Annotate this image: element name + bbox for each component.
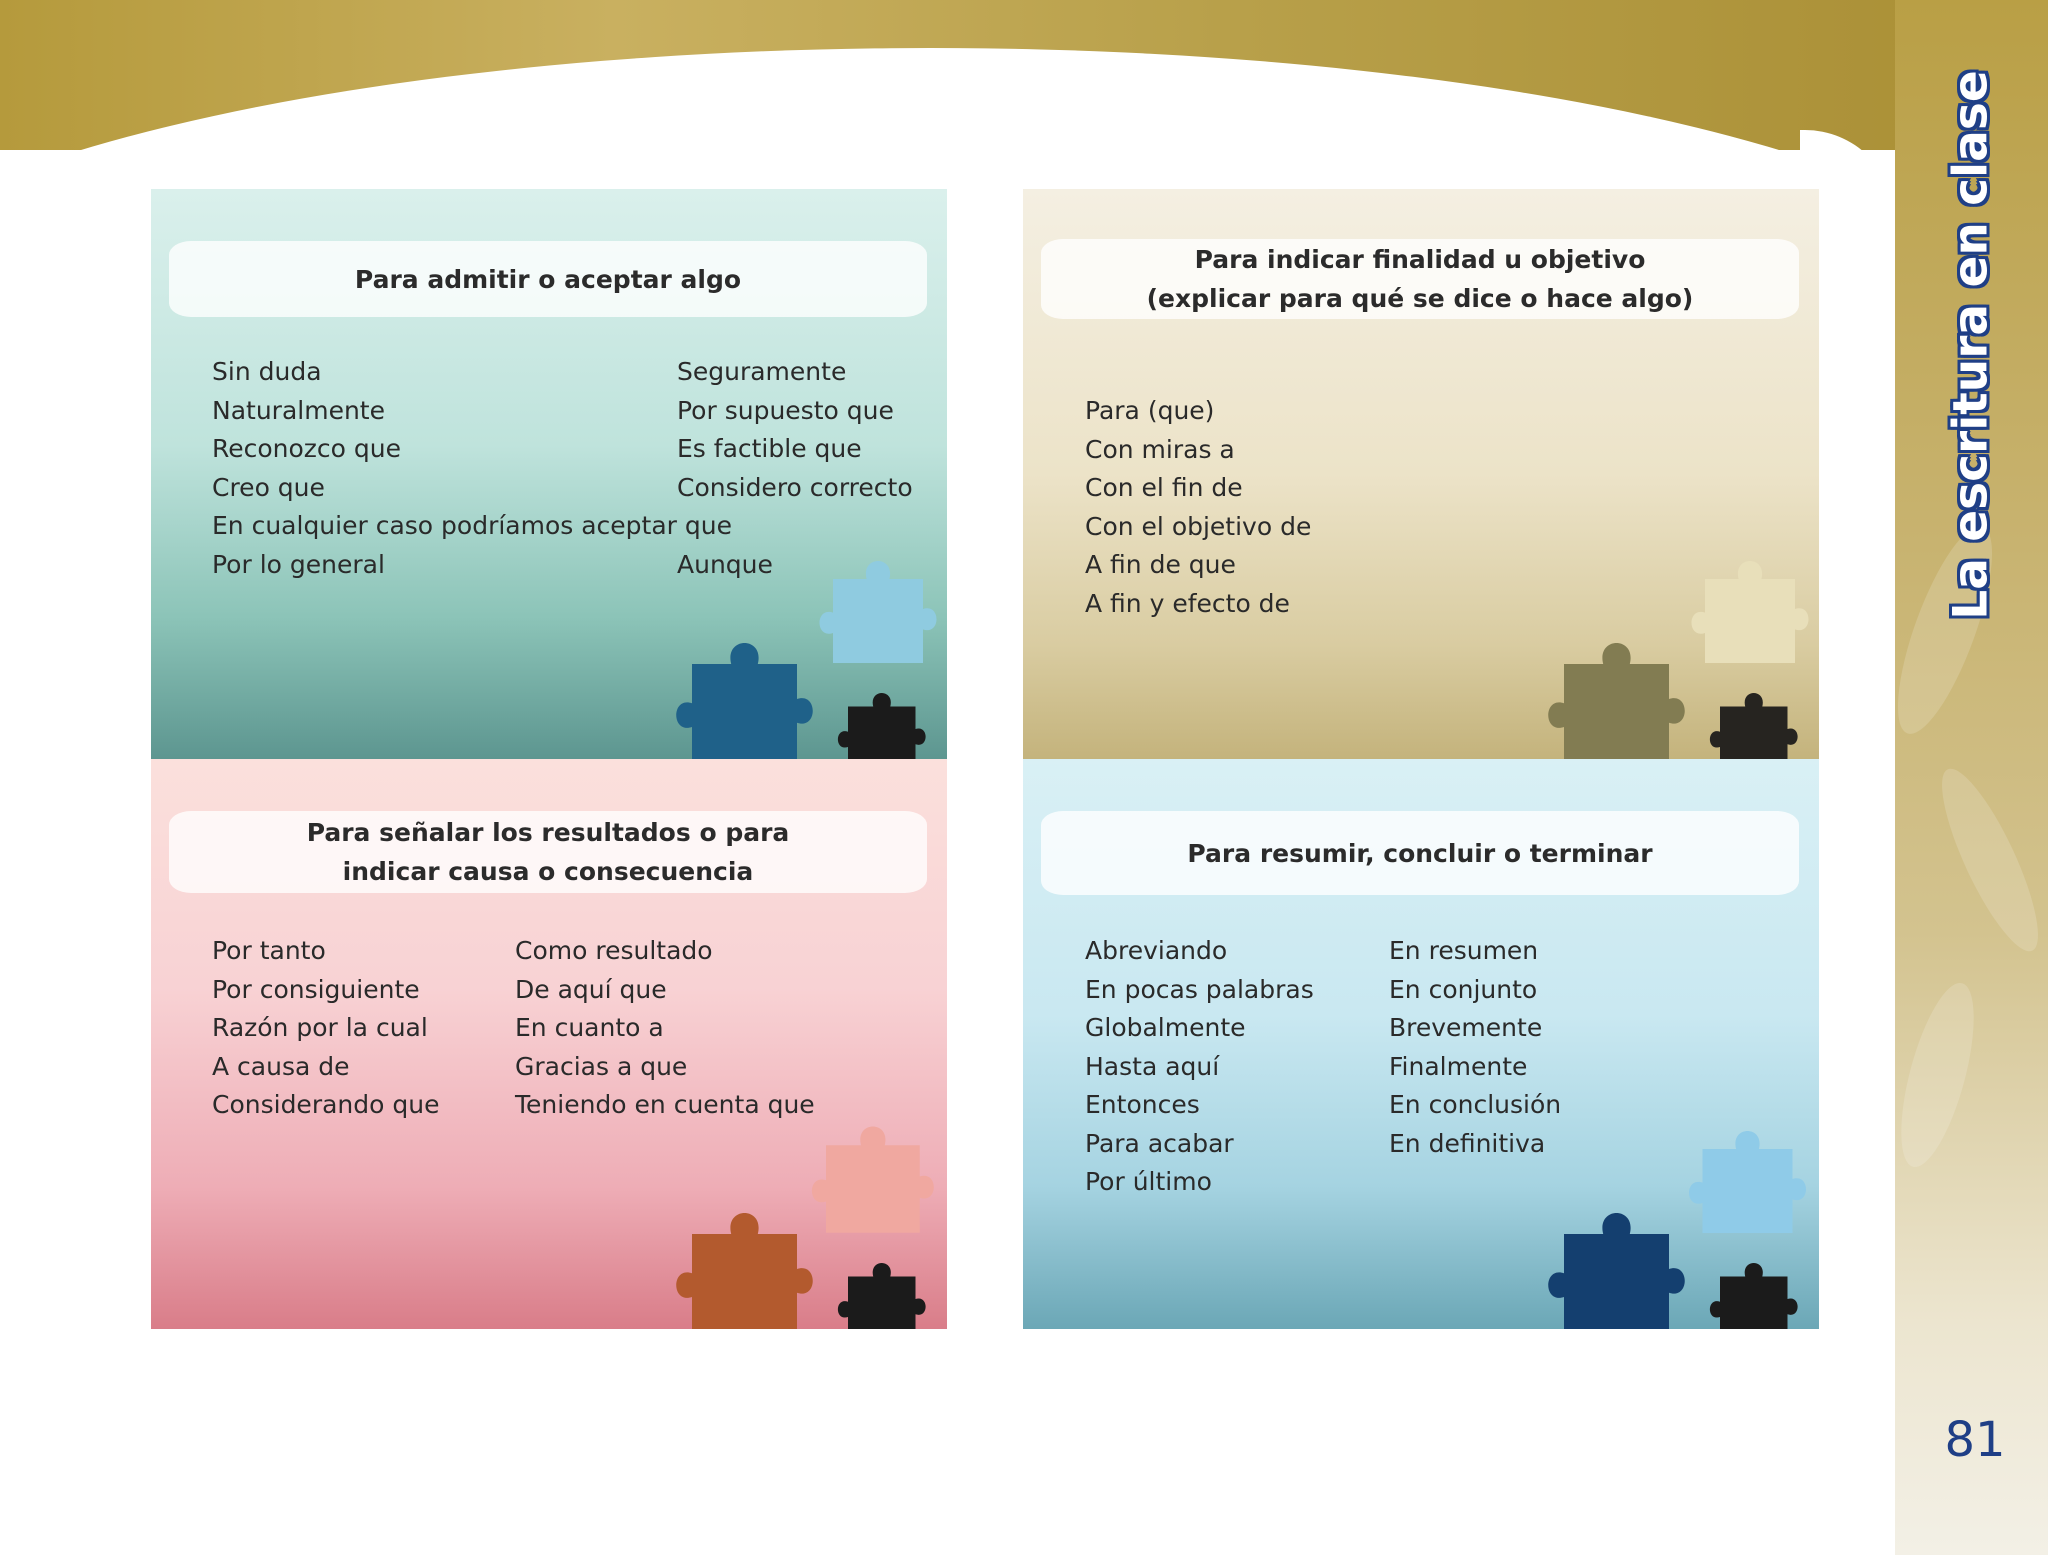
connector-item: Por último xyxy=(1085,1167,1212,1196)
connector-item: De aquí que xyxy=(515,974,667,1004)
card-title-banner xyxy=(1041,239,1799,319)
connector-item: Gracias a que xyxy=(515,1051,688,1081)
connector-list-left xyxy=(1085,932,1314,1202)
card-title-line: indicar causa o consecuencia xyxy=(342,857,754,886)
connector-item: En pocas palabras xyxy=(1085,974,1314,1004)
connector-list-right xyxy=(1389,932,1561,1163)
connector-item: En cualquier caso podríamos aceptar que xyxy=(212,511,732,540)
connector-list-left xyxy=(1085,392,1311,623)
card-finalidad xyxy=(1023,189,1819,759)
connector-item: Seguramente xyxy=(677,357,847,386)
connector-item: Considerando que xyxy=(212,1090,440,1119)
puzzle-piece-icon xyxy=(1535,629,1705,759)
connector-item: Entonces xyxy=(1085,1090,1200,1119)
connector-item: Razón por la cual xyxy=(212,1013,428,1042)
card-title-line: Para señalar los resultados o para xyxy=(306,818,790,847)
connector-item: Por tanto xyxy=(212,936,326,965)
card-title-line: Para admitir o aceptar algo xyxy=(354,264,742,294)
side-title-text: La escritura en clase xyxy=(1943,70,1999,620)
puzzle-piece-icon xyxy=(1691,1254,1819,1329)
connector-item: A causa de xyxy=(212,1051,350,1081)
card-title-banner xyxy=(169,811,927,893)
leaf-decoration xyxy=(1925,759,2048,961)
connector-list-left xyxy=(212,353,732,584)
connector-item: En definitiva xyxy=(1389,1128,1546,1158)
leaf-decoration xyxy=(1886,976,1988,1174)
connector-item: Brevemente xyxy=(1389,1013,1543,1042)
connector-item: Sin duda xyxy=(212,357,322,386)
connector-item: En resumen xyxy=(1389,936,1539,965)
card-resultados xyxy=(151,759,947,1329)
connector-item: Para (que) xyxy=(1085,396,1215,425)
puzzle-piece-icon xyxy=(663,1199,833,1329)
connector-list-right xyxy=(515,932,815,1125)
card-title-banner xyxy=(1041,811,1799,895)
connector-item: Por consiguiente xyxy=(212,974,420,1004)
connector-item: Por supuesto que xyxy=(677,395,894,425)
puzzle-piece-icon xyxy=(819,1254,947,1329)
connector-item xyxy=(677,507,913,546)
connector-item: Es factible que xyxy=(677,434,862,463)
connector-item: Globalmente xyxy=(1085,1013,1246,1042)
card-title-line: Para resumir, concluir o terminar xyxy=(1187,838,1653,868)
connector-item: Como resultado xyxy=(515,936,713,965)
connector-item: En conclusión xyxy=(1389,1090,1562,1119)
page-number: 81 xyxy=(1944,1412,2006,1468)
puzzle-piece-icon xyxy=(663,629,833,759)
connector-item: Para acabar xyxy=(1085,1128,1234,1158)
card-resumir xyxy=(1023,759,1819,1329)
puzzle-piece-icon xyxy=(1691,684,1819,759)
card-admitir xyxy=(151,189,947,759)
connector-item: Reconozco que xyxy=(212,434,402,463)
connector-item: Considero correcto xyxy=(677,472,913,502)
puzzle-piece-icon xyxy=(819,684,947,759)
connector-item: En conjunto xyxy=(1389,974,1538,1004)
connector-item: Teniendo en cuenta que xyxy=(515,1090,815,1119)
connector-item: Naturalmente xyxy=(212,395,385,425)
card-title-line: Para indicar finalidad u objetivo xyxy=(1194,245,1646,274)
connector-item: Hasta aquí xyxy=(1085,1051,1220,1081)
puzzle-piece-icon xyxy=(1535,1199,1705,1329)
connector-item: Abreviando xyxy=(1085,936,1228,965)
connector-list-left xyxy=(212,932,439,1125)
connector-item: A fin de que xyxy=(1085,550,1236,579)
card-title-banner xyxy=(169,241,927,317)
connector-item: Con miras a xyxy=(1085,434,1235,464)
connector-item: Por lo general xyxy=(212,549,385,579)
connector-item: Con el fin de xyxy=(1085,473,1243,502)
connector-item: Aunque xyxy=(677,549,773,579)
connector-item: Con el objetivo de xyxy=(1085,511,1312,541)
connector-item: Creo que xyxy=(212,472,325,502)
connector-item: A fin y efecto de xyxy=(1085,588,1290,618)
card-title-line: (explicar para qué se dice o hace algo) xyxy=(1146,284,1694,313)
connector-item: En cuanto a xyxy=(515,1013,664,1042)
connector-item: Finalmente xyxy=(1389,1051,1528,1081)
